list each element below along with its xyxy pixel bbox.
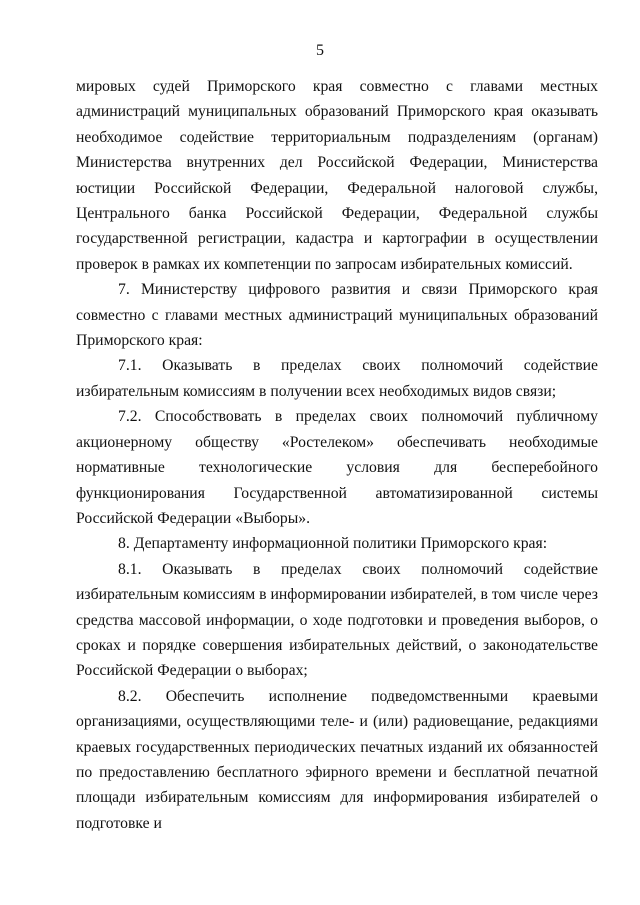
paragraph-item-7-1: 7.1. Оказывать в пределах своих полномочий содействие избирательным комиссиям в получении всех необходимых видов связи; bbox=[76, 357, 598, 400]
paragraph-item-8-1: 8.1. Оказывать в пределах своих полномочий содействие избирательным комиссиям в информировании избирателей, в том числе через средства массовой информации, о ходе подготовки и проведения выборов, о сроках и порядке совершения избирательных действий, о законодательстве Российской Федерации о выборах; bbox=[76, 560, 598, 680]
paragraph-item-7: 7. Министерству цифрового развития и связи Приморского края совместно с главами местных администраций муниципальных образований Приморского края: bbox=[76, 281, 598, 350]
paragraph-item-8-2: 8.2. Обеспечить исполнение подведомственными краевыми организациями, осуществляющими теле- и (или) радиовещание, редакциями краевых государственных периодических печатных изданий их обязанностей по предоставлению бесплатного эфирного времени и бесплатной печатной площади избирательным комиссиям для информирования избирателей о подготовке и bbox=[76, 687, 598, 832]
page-number: 5 bbox=[316, 42, 324, 59]
paragraph-item-8: 8. Департаменту информационной политики Приморского края: bbox=[118, 535, 548, 553]
paragraph-continuation: мировых судей Приморского края совместно с главами местных администраций муниципальных образований Приморского края оказывать необходимое содействие территориальным подразделениям (органам) Министерства внутренних дел Российской Федерации, Министерства юстиции Российской Федерации, Федеральной налоговой службы, Центрального банка Российской Федерации, Федеральной службы государственной регистрации, кадастра и картографии в осуществлении проверок в рамках их компетенции по запросам избирательных комиссий. bbox=[76, 78, 598, 273]
document-body bbox=[76, 74, 598, 836]
paragraph-item-7-2: 7.2. Способствовать в пределах своих полномочий публичному акционерному обществу «Ростелеком» обеспечивать необходимые нормативные технологические условия для бесперебойного функционирования Государственной автоматизированной системы Российской Федерации «Выборы». bbox=[76, 408, 598, 527]
